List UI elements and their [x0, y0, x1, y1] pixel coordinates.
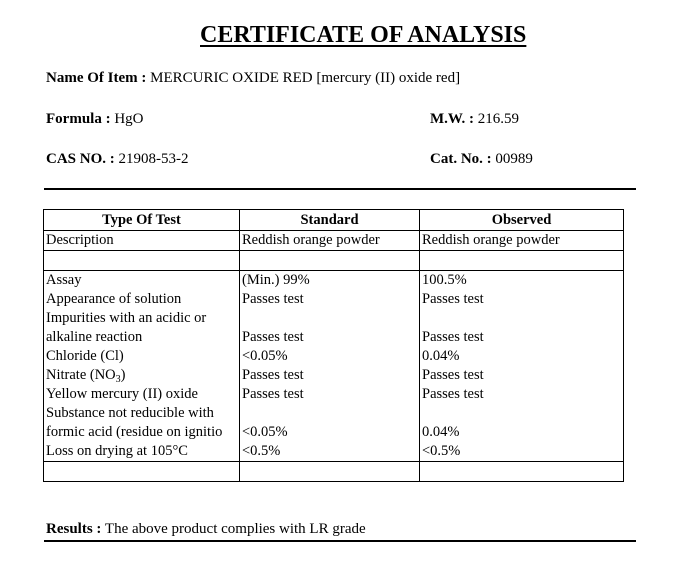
mw-label: M.W. :: [430, 111, 475, 127]
table-row: [44, 309, 624, 328]
test-cell: Impurities with an acidic or: [44, 309, 240, 328]
standard-cell: Passes test: [240, 385, 420, 404]
observed-cell: <0.5%: [420, 442, 624, 462]
test-cell: formic acid (residue on ignitio: [44, 423, 240, 442]
mw-line: [430, 111, 519, 128]
observed-cell: [420, 251, 624, 271]
standard-cell: [240, 404, 420, 423]
standard-cell: <0.5%: [240, 442, 420, 462]
table-row: [44, 231, 624, 251]
table-row: [44, 404, 624, 423]
mw-value: 216.59: [477, 111, 520, 127]
nitrate-close: ): [120, 367, 126, 383]
standard-cell: <0.05%: [240, 347, 420, 366]
test-cell: [44, 251, 240, 271]
table-row: [44, 251, 624, 271]
standard-cell: [240, 309, 420, 328]
test-cell: Substance not reducible with: [44, 404, 240, 423]
standard-cell: Reddish orange powder: [240, 231, 420, 251]
cas-value: 21908-53-2: [118, 151, 189, 167]
header-type-of-test: Type Of Test: [44, 210, 240, 231]
standard-cell: Passes test: [240, 290, 420, 309]
test-cell-nitrate: [44, 366, 240, 385]
test-cell: Assay: [44, 271, 240, 291]
results-label: Results :: [46, 521, 102, 537]
standard-cell: (Min.) 99%: [240, 271, 420, 291]
standard-cell: <0.05%: [240, 423, 420, 442]
observed-cell: Passes test: [420, 290, 624, 309]
observed-cell: [420, 404, 624, 423]
test-cell: [44, 462, 240, 482]
standard-cell: Passes test: [240, 328, 420, 347]
standard-cell: [240, 462, 420, 482]
observed-cell: 0.04%: [420, 423, 624, 442]
cas-label: CAS NO. :: [46, 151, 115, 167]
table-row: [44, 385, 624, 404]
table-row: [44, 271, 624, 291]
standard-cell: [240, 251, 420, 271]
table-row: [44, 442, 624, 462]
observed-cell: [420, 462, 624, 482]
nitrate-subscript: 3: [115, 374, 121, 385]
results-line: [46, 521, 366, 538]
cat-line: [430, 151, 533, 168]
analysis-table: [43, 209, 624, 482]
item-name-value: MERCURIC OXIDE RED [mercury (II) oxide red]: [150, 70, 461, 86]
observed-cell: [420, 309, 624, 328]
observed-cell: Passes test: [420, 366, 624, 385]
observed-cell: 100.5%: [420, 271, 624, 291]
table-row: [44, 366, 624, 385]
formula-line: [46, 111, 144, 128]
header-observed: Observed: [420, 210, 624, 231]
footer-divider: [44, 540, 636, 542]
test-cell: Loss on drying at 105°C: [44, 442, 240, 462]
test-cell: alkaline reaction: [44, 328, 240, 347]
table-row: [44, 347, 624, 366]
test-cell: Description: [44, 231, 240, 251]
item-name-label: Name Of Item :: [46, 70, 147, 86]
formula-label: Formula :: [46, 111, 111, 127]
page-title: CERTIFICATE OF ANALYSIS: [200, 22, 527, 48]
observed-cell: Passes test: [420, 385, 624, 404]
table-row: [44, 290, 624, 309]
header-standard: Standard: [240, 210, 420, 231]
table-row: [44, 423, 624, 442]
table-row: [44, 462, 624, 482]
standard-cell: Passes test: [240, 366, 420, 385]
observed-cell: Passes test: [420, 328, 624, 347]
cas-line: [46, 151, 189, 168]
observed-cell: Reddish orange powder: [420, 231, 624, 251]
test-cell: Yellow mercury (II) oxide: [44, 385, 240, 404]
nitrate-label: Nitrate (NO: [46, 367, 116, 383]
results-value: The above product complies with LR grade: [104, 521, 366, 537]
cat-value: 00989: [495, 151, 533, 167]
item-name-line: [46, 70, 460, 87]
header-divider: [44, 188, 636, 190]
cat-label: Cat. No. :: [430, 151, 492, 167]
observed-cell: 0.04%: [420, 347, 624, 366]
table-row: [44, 328, 624, 347]
table-header-row: [44, 210, 624, 231]
test-cell: Appearance of solution: [44, 290, 240, 309]
test-cell: Chloride (Cl): [44, 347, 240, 366]
formula-value: HgO: [114, 111, 144, 127]
